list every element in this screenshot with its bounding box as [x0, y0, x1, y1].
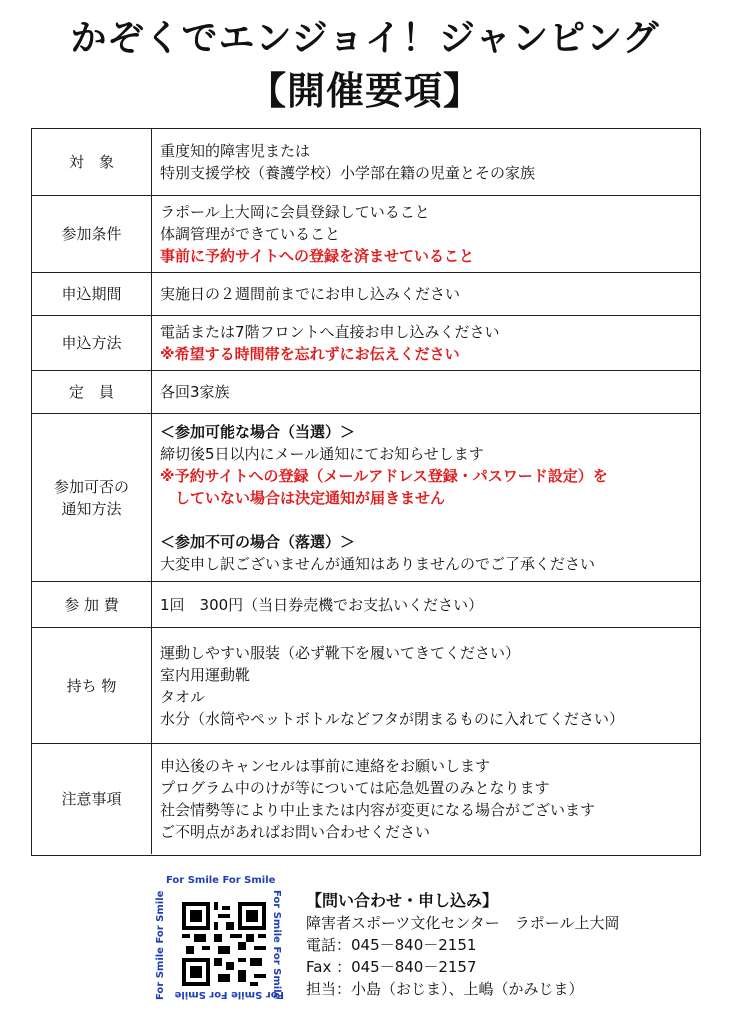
row-label-target: 対 象 [32, 129, 152, 195]
row-content-conditions [160, 196, 692, 272]
row-text-line: ラポール上大岡に会員登録していること [160, 203, 430, 221]
row-content-target [160, 129, 692, 195]
qr-code-block [152, 872, 296, 1016]
row-text-line: 事前に予約サイトへの登録を済ませていること [160, 247, 474, 265]
row-label-period: 申込期間 [32, 273, 152, 315]
row-content-notes [160, 744, 692, 854]
row-text-line: 特別支援学校（養護学校）小学部在籍の児童とその家族 [160, 164, 536, 182]
row-text-line: 体調管理ができていること [160, 225, 341, 243]
row-text-line: 実施日の２週間前までにお申し込みください [160, 285, 461, 303]
contact-person: 担当：小島（おじま）、上嶋（かみじま） [306, 980, 584, 998]
row-text-line: 電話または7階フロントへ直接お申し込みください [160, 323, 500, 341]
qr-code-icon[interactable] [182, 902, 266, 986]
row-text-line: 社会情勢等により中止または内容が変更になる場合がございます [160, 801, 596, 819]
row-label-items: 持ち 物 [32, 628, 152, 743]
contact-organization: 障害者スポーツ文化センター ラポール上大岡 [306, 914, 620, 932]
row-content-items [160, 628, 692, 743]
row-text-line: 申込後のキャンセルは事前に連絡をお願いします [160, 757, 491, 775]
contact-phone[interactable]: 電話：045－840－2151 [306, 936, 477, 954]
row-text-line: 運動しやすい服装（必ず靴下を履いてきてください） [160, 643, 521, 662]
qr-frame-text-top: For Smile For Smile [166, 875, 276, 886]
row-text-line: ご不明点があればお問い合わせください [160, 823, 431, 841]
row-text-line: 重度知的障害児または [160, 142, 311, 160]
row-text-line: タオル [160, 687, 206, 706]
row-content-method [160, 316, 692, 370]
row-text-line: 各回3家族 [160, 383, 230, 401]
row-content-fee [160, 582, 692, 627]
page-title: かぞくでエンジョイ！ジャンピング [70, 18, 660, 59]
row-label-notification: 参加可否の 通知方法 [32, 414, 152, 581]
table-row [32, 744, 700, 854]
table-row [32, 273, 700, 316]
row-label-conditions: 参加条件 [32, 196, 152, 272]
contact-heading: 【問い合わせ・申し込み】 [306, 891, 499, 910]
contact-fax: Fax ：045－840－2157 [306, 958, 477, 976]
row-text-line: 1回 300円（当日券売機でお支払いください） [160, 595, 484, 614]
table-row [32, 414, 700, 582]
guidelines-table [31, 128, 701, 856]
qr-frame-text-right: For Smile For Smile [271, 890, 282, 1000]
row-text-line: ※予約サイトへの登録（メールアドレス登録・パスワード設定）を [160, 466, 608, 485]
row-text-line: ＜参加不可の場合（落選）＞ [160, 532, 356, 551]
qr-frame-text-bottom: For Smile For Smile [174, 989, 284, 1000]
row-text-line: していない場合は決定通知が届きません [160, 488, 446, 507]
row-text-line: プログラム中のけが等については応急処置のみとなります [160, 779, 550, 797]
row-text-line: 室内用運動靴 [160, 665, 251, 684]
row-label-fee: 参 加 費 [32, 582, 152, 627]
page-subtitle: 【開催要項】 [247, 69, 482, 113]
table-row [32, 316, 700, 371]
row-content-period [160, 273, 692, 315]
row-text-line: 締切後5日以内にメール通知にてお知らせします [160, 444, 484, 463]
row-label-capacity: 定 員 [32, 371, 152, 413]
row-text-line: 水分（水筒やペットボトルなどフタが閉まるものに入れてください） [160, 709, 624, 728]
qr-frame-text-left: For Smile For Smile [155, 890, 166, 1000]
row-label-method: 申込方法 [32, 316, 152, 370]
contact-block [306, 890, 620, 1000]
table-row [32, 582, 700, 628]
row-text-line: 大変申し訳ございませんが通知はありませんのでご了承ください [160, 554, 596, 573]
row-content-capacity [160, 371, 692, 413]
table-row [32, 371, 700, 414]
table-row [32, 129, 700, 196]
row-text-line: ＜参加可能な場合（当選）＞ [160, 422, 356, 441]
row-text-line [160, 509, 692, 531]
table-row [32, 196, 700, 273]
row-label-notes: 注意事項 [32, 744, 152, 854]
table-row [32, 628, 700, 744]
row-text-line: ※希望する時間帯を忘れずにお伝えください [160, 345, 460, 363]
row-content-notification [160, 414, 692, 581]
